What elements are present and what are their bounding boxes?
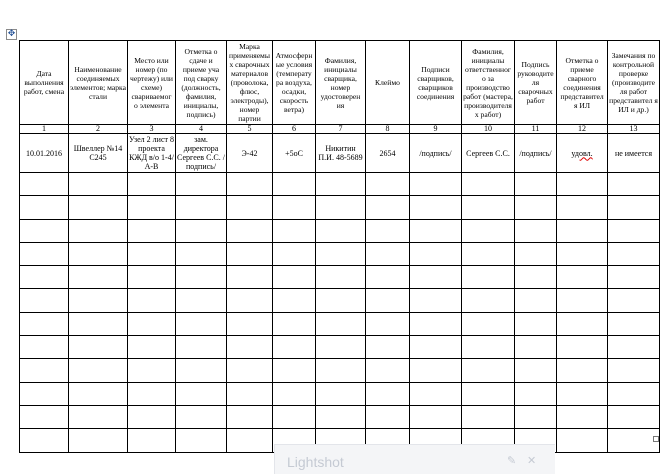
empty-cell[interactable] — [410, 242, 462, 265]
table-row — [20, 289, 660, 312]
empty-cell[interactable] — [128, 289, 176, 312]
empty-cell[interactable] — [227, 242, 273, 265]
header-cell: Подписи сварщиков, сварщиков соединения — [410, 41, 462, 125]
empty-cell[interactable] — [227, 266, 273, 289]
empty-cell[interactable] — [462, 312, 515, 335]
empty-cell[interactable] — [316, 312, 366, 335]
empty-cell[interactable] — [20, 289, 69, 312]
empty-cell[interactable] — [410, 173, 462, 196]
empty-cell[interactable] — [608, 336, 660, 359]
empty-cell[interactable] — [20, 173, 69, 196]
empty-cell[interactable] — [410, 312, 462, 335]
empty-cell[interactable] — [608, 266, 660, 289]
empty-cell[interactable] — [20, 359, 69, 382]
empty-cell[interactable] — [128, 219, 176, 242]
table-resize-handle[interactable] — [653, 436, 659, 442]
empty-cell[interactable] — [69, 382, 128, 405]
empty-cell[interactable] — [128, 196, 176, 219]
empty-cell[interactable] — [515, 336, 557, 359]
empty-cell[interactable] — [515, 405, 557, 428]
empty-cell[interactable] — [316, 359, 366, 382]
empty-cell[interactable] — [316, 405, 366, 428]
materials-cell[interactable]: Э-42 — [227, 134, 273, 173]
empty-cell[interactable] — [227, 382, 273, 405]
empty-cell[interactable] — [273, 196, 316, 219]
column-number: 5 — [227, 125, 273, 134]
empty-cell[interactable] — [608, 196, 660, 219]
remarks-cell[interactable]: не имеется — [608, 134, 660, 173]
manager-signature-cell[interactable]: /подпись/ — [515, 134, 557, 173]
empty-cell[interactable] — [608, 219, 660, 242]
stamp-cell[interactable]: 2654 — [366, 134, 410, 173]
column-number: 2 — [69, 125, 128, 134]
empty-cell[interactable] — [366, 312, 410, 335]
empty-cell[interactable] — [462, 289, 515, 312]
empty-cell[interactable] — [515, 359, 557, 382]
empty-cell[interactable] — [410, 289, 462, 312]
location-cell[interactable]: Узел 2 лист 8 проекта КЖД в/о 1-4/А-В — [129, 135, 174, 171]
empty-cell[interactable] — [316, 196, 366, 219]
empty-cell[interactable] — [69, 266, 128, 289]
header-cell: Отметка о сдаче и приеме уча под сварку (должность, фамилия, инициалы, подпись) — [176, 41, 227, 125]
empty-cell[interactable] — [20, 242, 69, 265]
empty-cell[interactable] — [176, 289, 227, 312]
empty-cell[interactable] — [316, 242, 366, 265]
column-number-row — [20, 125, 660, 134]
empty-cell[interactable] — [515, 173, 557, 196]
empty-cell[interactable] — [366, 173, 410, 196]
empty-cell[interactable] — [366, 219, 410, 242]
table-row — [20, 173, 660, 196]
empty-cell[interactable] — [20, 266, 69, 289]
lightshot-overlay — [274, 444, 555, 474]
empty-cell[interactable] — [273, 242, 316, 265]
empty-cell[interactable] — [20, 382, 69, 405]
table-row — [20, 219, 660, 242]
welding-journal-table — [19, 40, 660, 453]
empty-cell[interactable] — [557, 173, 608, 196]
column-number: 6 — [273, 125, 316, 134]
empty-cell[interactable] — [366, 359, 410, 382]
empty-cell[interactable] — [176, 382, 227, 405]
empty-cell[interactable] — [316, 173, 366, 196]
empty-cell[interactable] — [410, 359, 462, 382]
empty-cell[interactable] — [273, 173, 316, 196]
empty-cell[interactable] — [227, 359, 273, 382]
empty-cell[interactable] — [20, 219, 69, 242]
empty-cell[interactable] — [608, 359, 660, 382]
empty-cell[interactable] — [316, 382, 366, 405]
empty-cell[interactable] — [176, 266, 227, 289]
empty-cell[interactable] — [608, 312, 660, 335]
empty-cell[interactable] — [227, 312, 273, 335]
empty-cell[interactable] — [69, 196, 128, 219]
empty-cell[interactable] — [69, 242, 128, 265]
empty-cell[interactable] — [462, 242, 515, 265]
empty-cell[interactable] — [557, 289, 608, 312]
empty-cell[interactable] — [557, 382, 608, 405]
empty-cell[interactable] — [273, 312, 316, 335]
empty-cell[interactable] — [515, 312, 557, 335]
empty-cell[interactable] — [176, 173, 227, 196]
empty-cell[interactable] — [176, 336, 227, 359]
header-cell: Отметка о приеме сварного соединения представител я ИЛ — [557, 41, 608, 125]
responsible-cell[interactable]: Сергеев С.С. — [462, 134, 515, 173]
table-row — [20, 266, 660, 289]
column-number: 10 — [462, 125, 515, 134]
empty-cell[interactable] — [69, 336, 128, 359]
empty-cell[interactable] — [227, 336, 273, 359]
empty-cell[interactable] — [273, 382, 316, 405]
empty-cell[interactable] — [515, 196, 557, 219]
empty-cell[interactable] — [608, 382, 660, 405]
column-number: 12 — [557, 125, 608, 134]
elements-cell[interactable]: Швеллер №14 С245 — [69, 134, 128, 173]
empty-cell[interactable] — [69, 405, 128, 428]
empty-cell[interactable] — [608, 173, 660, 196]
empty-cell[interactable] — [273, 405, 316, 428]
table-row — [20, 134, 660, 173]
empty-cell[interactable] — [608, 289, 660, 312]
empty-cell[interactable] — [69, 173, 128, 196]
column-number: 11 — [515, 125, 557, 134]
empty-cell[interactable] — [176, 405, 227, 428]
empty-cell[interactable] — [316, 219, 366, 242]
empty-cell[interactable] — [128, 173, 176, 196]
empty-cell[interactable] — [176, 429, 227, 452]
empty-cell[interactable] — [227, 196, 273, 219]
empty-cell[interactable] — [515, 289, 557, 312]
empty-cell[interactable] — [20, 196, 69, 219]
empty-cell[interactable] — [366, 242, 410, 265]
empty-cell[interactable] — [557, 359, 608, 382]
empty-cell[interactable] — [69, 359, 128, 382]
empty-cell[interactable] — [515, 219, 557, 242]
empty-cell[interactable] — [128, 429, 176, 452]
table-row — [20, 359, 660, 382]
empty-cell[interactable] — [20, 405, 69, 428]
empty-cell[interactable] — [128, 382, 176, 405]
inspection-mark-cell[interactable] — [557, 134, 608, 173]
empty-cell[interactable] — [557, 219, 608, 242]
welder-cell[interactable]: Никитин П.И. 48-5689 — [316, 134, 366, 173]
empty-cell[interactable] — [273, 266, 316, 289]
empty-cell[interactable] — [128, 336, 176, 359]
empty-cell[interactable] — [366, 266, 410, 289]
empty-cell[interactable] — [557, 312, 608, 335]
column-number: 8 — [366, 125, 410, 134]
empty-cell[interactable] — [366, 382, 410, 405]
empty-cell[interactable] — [410, 336, 462, 359]
empty-cell[interactable] — [273, 289, 316, 312]
empty-cell[interactable] — [410, 405, 462, 428]
empty-cell[interactable] — [176, 196, 227, 219]
empty-cell[interactable] — [128, 266, 176, 289]
empty-cell[interactable] — [462, 405, 515, 428]
empty-cell[interactable] — [316, 336, 366, 359]
date-cell[interactable]: 10.01.2016 — [20, 134, 69, 173]
empty-cell[interactable] — [462, 219, 515, 242]
empty-cell[interactable] — [273, 336, 316, 359]
empty-cell[interactable] — [227, 405, 273, 428]
acceptance-cell[interactable]: зам. директора Сергеев С.С. /подпись/ — [177, 135, 225, 171]
header-cell: Фамилия, инициалы ответственног о за производство работ (мастера, производителя х работ) — [462, 41, 515, 125]
empty-cell[interactable] — [557, 266, 608, 289]
empty-cell[interactable] — [227, 219, 273, 242]
table-row — [20, 336, 660, 359]
empty-cell[interactable] — [273, 359, 316, 382]
empty-cell[interactable] — [316, 289, 366, 312]
empty-cell[interactable] — [462, 266, 515, 289]
header-cell: Марка применяемы х сварочных материалов (проволока, флюс, электроды), номер партии — [227, 41, 273, 125]
header-cell: Наименование соединяемых элементов; марка стали — [69, 41, 128, 125]
empty-cell[interactable] — [20, 336, 69, 359]
empty-cell[interactable] — [462, 336, 515, 359]
table-move-handle-icon[interactable]: ✥ — [7, 29, 16, 39]
table-row — [20, 196, 660, 219]
table-row — [20, 382, 660, 405]
empty-cell[interactable] — [557, 336, 608, 359]
empty-cell[interactable] — [176, 359, 227, 382]
close-icon[interactable]: ✕ — [527, 454, 537, 467]
empty-cell[interactable] — [366, 289, 410, 312]
empty-cell[interactable] — [176, 242, 227, 265]
empty-cell[interactable] — [557, 242, 608, 265]
empty-cell[interactable] — [316, 266, 366, 289]
column-number: 4 — [176, 125, 227, 134]
welder-signature-cell[interactable]: /подпись/ — [410, 134, 462, 173]
empty-cell[interactable] — [462, 359, 515, 382]
empty-cell[interactable] — [227, 289, 273, 312]
header-cell: Место или номер (по чертежу) или схеме) свариваемог о элемента — [128, 41, 176, 125]
column-number: 13 — [608, 125, 660, 134]
header-cell: Атмосферн ые условия (температу ра воздуха, осадки, скорость ветра) — [273, 41, 316, 125]
header-cell: Дата выполнения работ, смена — [20, 41, 69, 125]
empty-cell[interactable] — [462, 382, 515, 405]
header-cell: Замечания по контрольной проверке (производите ля работ представител я ИЛ и др.) — [608, 41, 660, 125]
empty-cell[interactable] — [69, 219, 128, 242]
header-cell: Подпись руководите ля сварочных работ — [515, 41, 557, 125]
empty-cell[interactable] — [227, 429, 273, 452]
empty-cell[interactable] — [557, 429, 608, 452]
header-cell: Клеймо — [366, 41, 410, 125]
empty-cell[interactable] — [410, 219, 462, 242]
table-row — [20, 242, 660, 265]
empty-cell[interactable] — [462, 173, 515, 196]
empty-cell[interactable] — [410, 266, 462, 289]
empty-cell[interactable] — [227, 173, 273, 196]
column-number: 1 — [20, 125, 69, 134]
empty-cell[interactable] — [20, 429, 69, 452]
empty-cell[interactable] — [515, 242, 557, 265]
empty-cell[interactable] — [366, 196, 410, 219]
empty-cell[interactable] — [366, 336, 410, 359]
empty-cell[interactable] — [69, 429, 128, 452]
empty-cell[interactable] — [557, 405, 608, 428]
empty-cell[interactable] — [410, 196, 462, 219]
empty-cell[interactable] — [176, 219, 227, 242]
empty-cell[interactable] — [273, 219, 316, 242]
empty-cell[interactable] — [515, 382, 557, 405]
empty-cell[interactable] — [608, 405, 660, 428]
empty-cell[interactable] — [69, 312, 128, 335]
empty-cell[interactable] — [462, 196, 515, 219]
column-number: 3 — [128, 125, 176, 134]
lightshot-title: Lightshot — [287, 454, 344, 470]
header-cell: Фамилия, инициалы сварщика, номер удостоверен ия — [316, 41, 366, 125]
empty-cell[interactable] — [69, 289, 128, 312]
table-row — [20, 312, 660, 335]
empty-cell[interactable] — [20, 312, 69, 335]
empty-cell[interactable] — [128, 242, 176, 265]
empty-cell[interactable] — [128, 405, 176, 428]
column-number: 7 — [316, 125, 366, 134]
empty-cell[interactable] — [176, 312, 227, 335]
empty-cell[interactable] — [608, 429, 660, 452]
inspection-mark-text: удовл. — [571, 148, 593, 158]
empty-cell[interactable] — [366, 405, 410, 428]
empty-cell[interactable] — [410, 382, 462, 405]
table-row — [20, 405, 660, 428]
column-number: 9 — [410, 125, 462, 134]
empty-cell[interactable] — [128, 359, 176, 382]
empty-cell[interactable] — [128, 312, 176, 335]
empty-cell[interactable] — [557, 196, 608, 219]
empty-cell[interactable] — [608, 242, 660, 265]
weather-cell[interactable]: +5оС — [273, 134, 316, 173]
header-row — [20, 41, 660, 125]
empty-cell[interactable] — [515, 266, 557, 289]
pencil-icon[interactable]: ✎ — [507, 454, 517, 467]
